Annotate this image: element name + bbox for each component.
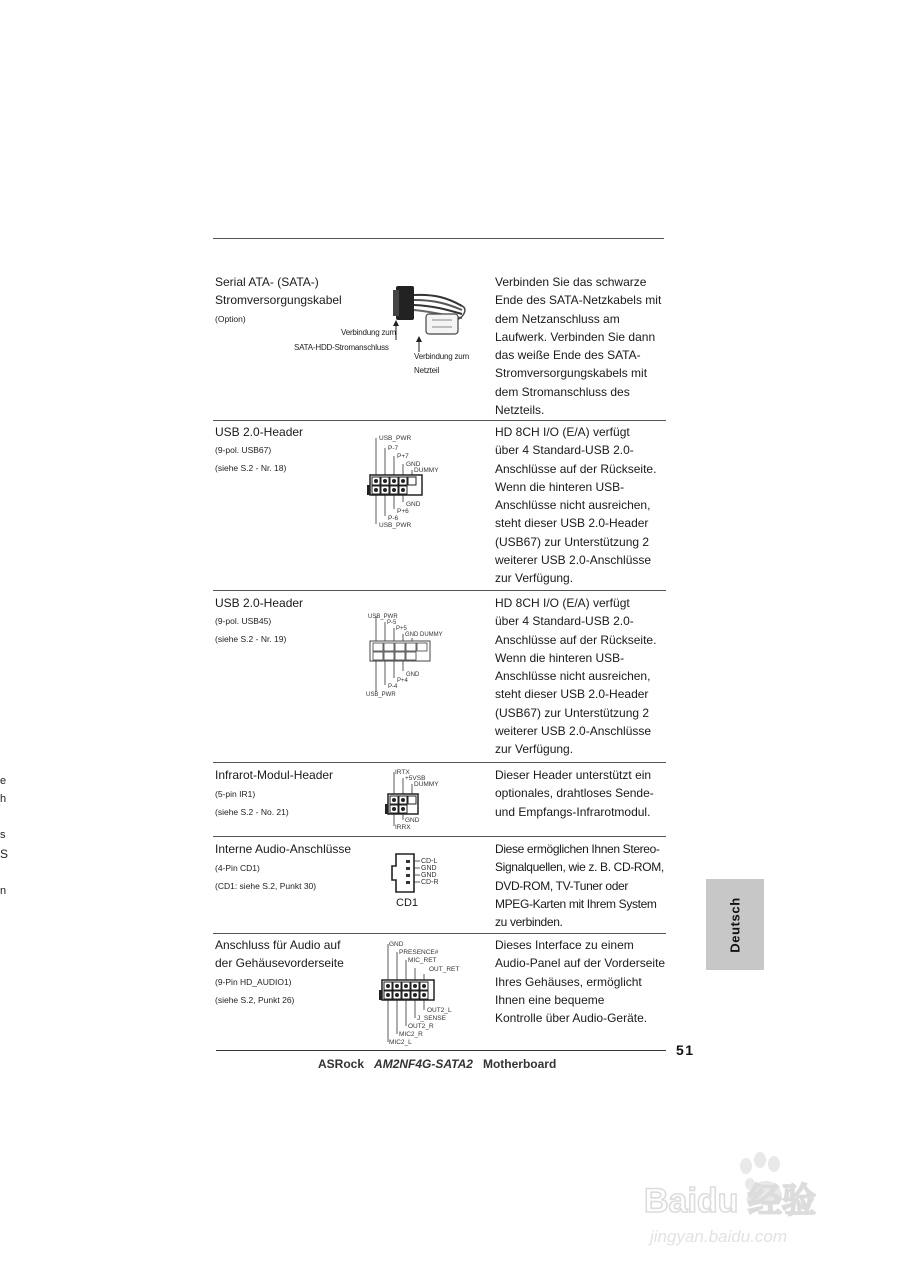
section-title: Interne Audio-Anschlüsse — [215, 842, 352, 856]
pin-label: GND — [421, 865, 437, 872]
pin-label: PRESENCE# — [399, 949, 439, 956]
pin-label: CD-L — [421, 858, 438, 865]
section-detail: (9-Pin HD_AUDIO1) — [215, 977, 292, 987]
diagram-label: SATA-HDD-Stromanschluss — [294, 343, 389, 352]
usb67-header-diagram — [362, 430, 462, 530]
section-detail: (5-pin IR1) — [215, 789, 256, 799]
pin-label: MIC2_L — [389, 1039, 412, 1046]
section-divider — [213, 420, 666, 421]
pin-label: GND — [421, 872, 437, 879]
page-number: 51 — [676, 1042, 695, 1058]
pin-label: P+6 — [397, 508, 409, 515]
diagram-label: Verbindung zum — [341, 328, 397, 337]
section-title: Anschluss für Audio auf der Gehäusevorderseite — [215, 938, 344, 970]
pin-label: USB_PWR — [379, 435, 412, 442]
pin-label: +5VSB — [405, 775, 426, 782]
section-detail: (4-Pin CD1) — [215, 863, 260, 873]
pin-label: GND — [406, 672, 420, 678]
section-title: USB 2.0-Header — [215, 596, 304, 610]
pin-label: IRTX — [395, 769, 410, 776]
section-description: Dieser Header unterstützt ein optionales, drahtloses Sende- und Empfangs-Infrarotmodul. — [495, 768, 654, 819]
pin-label: P+7 — [397, 453, 409, 460]
pin-label: P+5 — [396, 626, 407, 632]
section-divider — [213, 590, 666, 591]
usb45-header-diagram — [362, 608, 462, 700]
front-audio-header-diagram — [374, 938, 464, 1050]
section-detail: (siehe S.2 - Nr. 18) — [215, 463, 287, 473]
section-title: USB 2.0-Header — [215, 425, 304, 439]
pin-label: DUMMY — [414, 467, 439, 474]
pin-label: GND — [405, 817, 420, 824]
pin-label: MIC_RET — [408, 957, 437, 964]
watermark-text: Baidu 经验 — [644, 1182, 816, 1220]
edge-fragment: n — [0, 885, 7, 897]
section-detail: (siehe S.2, Punkt 26) — [215, 995, 295, 1005]
pin-label: USB_PWR — [379, 522, 412, 529]
section-description: HD 8CH I/O (E/A) verfügt über 4 Standard-USB 2.0- Anschlüsse auf der Rückseite. Wenn die hinteren USB- Anschlüsse nicht ausreichen, steht dieser USB 2.0-Header (USB67) zur Unterstützung 2 weiterer USB 2.0-Anschlüsse zur Verfügung. — [495, 596, 657, 757]
edge-fragment: s — [0, 829, 6, 841]
pin-label: P-6 — [388, 515, 399, 522]
pin-label: USB_PWR — [368, 614, 398, 620]
footer-product: Motherboard — [482, 1057, 557, 1071]
pin-label: GND — [405, 632, 419, 638]
connector-name: CD1 — [396, 897, 419, 909]
sata-power-cable-diagram — [380, 280, 490, 360]
section-description: HD 8CH I/O (E/A) verfügt über 4 Standard-USB 2.0- Anschlüsse auf der Rückseite. Wenn die hinteren USB- Anschlüsse nicht ausreichen, steht dieser USB 2.0-Header (USB67) zur Unterstützung 2 weiterer USB 2.0-Anschlüsse zur Verfügung. — [495, 425, 657, 586]
section-divider — [213, 836, 666, 837]
pin-label: GND — [406, 461, 421, 468]
section-divider — [213, 933, 666, 934]
section-detail: (siehe S.2 - Nr. 19) — [215, 634, 287, 644]
pin-label: P-7 — [388, 445, 399, 452]
bottom-rule — [216, 1050, 666, 1051]
edge-fragment: e — [0, 775, 7, 787]
ir-header-diagram — [380, 766, 460, 832]
pin-label: P-4 — [388, 684, 398, 690]
section-detail: (9-pol. USB67) — [215, 445, 272, 455]
pin-label: DUMMY — [420, 632, 443, 638]
pin-label: CD-R — [421, 879, 439, 886]
section-detail: (9-pol. USB45) — [215, 616, 272, 626]
section-divider — [213, 762, 666, 763]
pin-label: OUT_RET — [429, 966, 460, 973]
section-description: Dieses Interface zu einem Audio-Panel auf der Vorderseite Ihres Gehäuses, ermöglicht Ihnen eine bequeme Kontrolle über Audio-Geräte. — [495, 938, 666, 1026]
section-title: Serial ATA- (SATA-) Stromversorgungskabel — [215, 275, 342, 307]
language-tab-label: Deutsch — [727, 896, 743, 953]
pin-label: USB_PWR — [366, 692, 396, 698]
section-detail: (siehe S.2 - No. 21) — [215, 807, 289, 817]
watermark-url: jingyan.baidu.com — [650, 1227, 788, 1246]
footer — [318, 1057, 556, 1071]
top-rule — [213, 238, 664, 239]
edge-fragment: S — [0, 847, 9, 861]
section-description: Diese ermöglichen Ihnen Stereo- Signalquellen, wie z. B. CD-ROM, DVD-ROM, TV-Tuner oder MPEG-Karten mit Ihrem System zu verbinden. — [495, 842, 664, 930]
baidu-watermark-logo — [640, 1150, 870, 1250]
footer-brand: ASRock — [318, 1057, 365, 1071]
language-tab — [706, 879, 764, 970]
section-detail: (CD1: siehe S.2, Punkt 30) — [215, 881, 317, 891]
pin-label: OUT2_R — [408, 1023, 434, 1030]
pin-label: P+4 — [397, 678, 408, 684]
footer-model: AM2NF4G-SATA2 — [374, 1057, 473, 1071]
diagram-label: Netzteil — [414, 366, 440, 375]
section-description: Verbinden Sie das schwarze Ende des SATA-Netzkabels mit dem Netzanschluss am Laufwerk. Verbinden Sie dann das weiße Ende des SATA- Stromversorgungskabels mit dem Stromanschluss des Netzteils. — [495, 275, 662, 418]
cd-connector-diagram — [390, 850, 460, 896]
pin-label: J_SENSE — [417, 1015, 446, 1022]
diagram-label: Verbindung zum — [414, 352, 470, 361]
section-detail: (Option) — [215, 314, 246, 324]
pin-label: P-5 — [387, 620, 397, 626]
pin-label: GND — [389, 941, 404, 948]
pin-label: MIC2_R — [399, 1031, 423, 1038]
edge-fragment: h — [0, 793, 7, 805]
pin-label: OUT2_L — [427, 1007, 452, 1014]
pin-label: IRRX — [395, 824, 411, 831]
pin-label: GND — [406, 501, 421, 508]
pin-label: DUMMY — [414, 781, 439, 788]
section-title: Infrarot-Modul-Header — [215, 768, 334, 782]
